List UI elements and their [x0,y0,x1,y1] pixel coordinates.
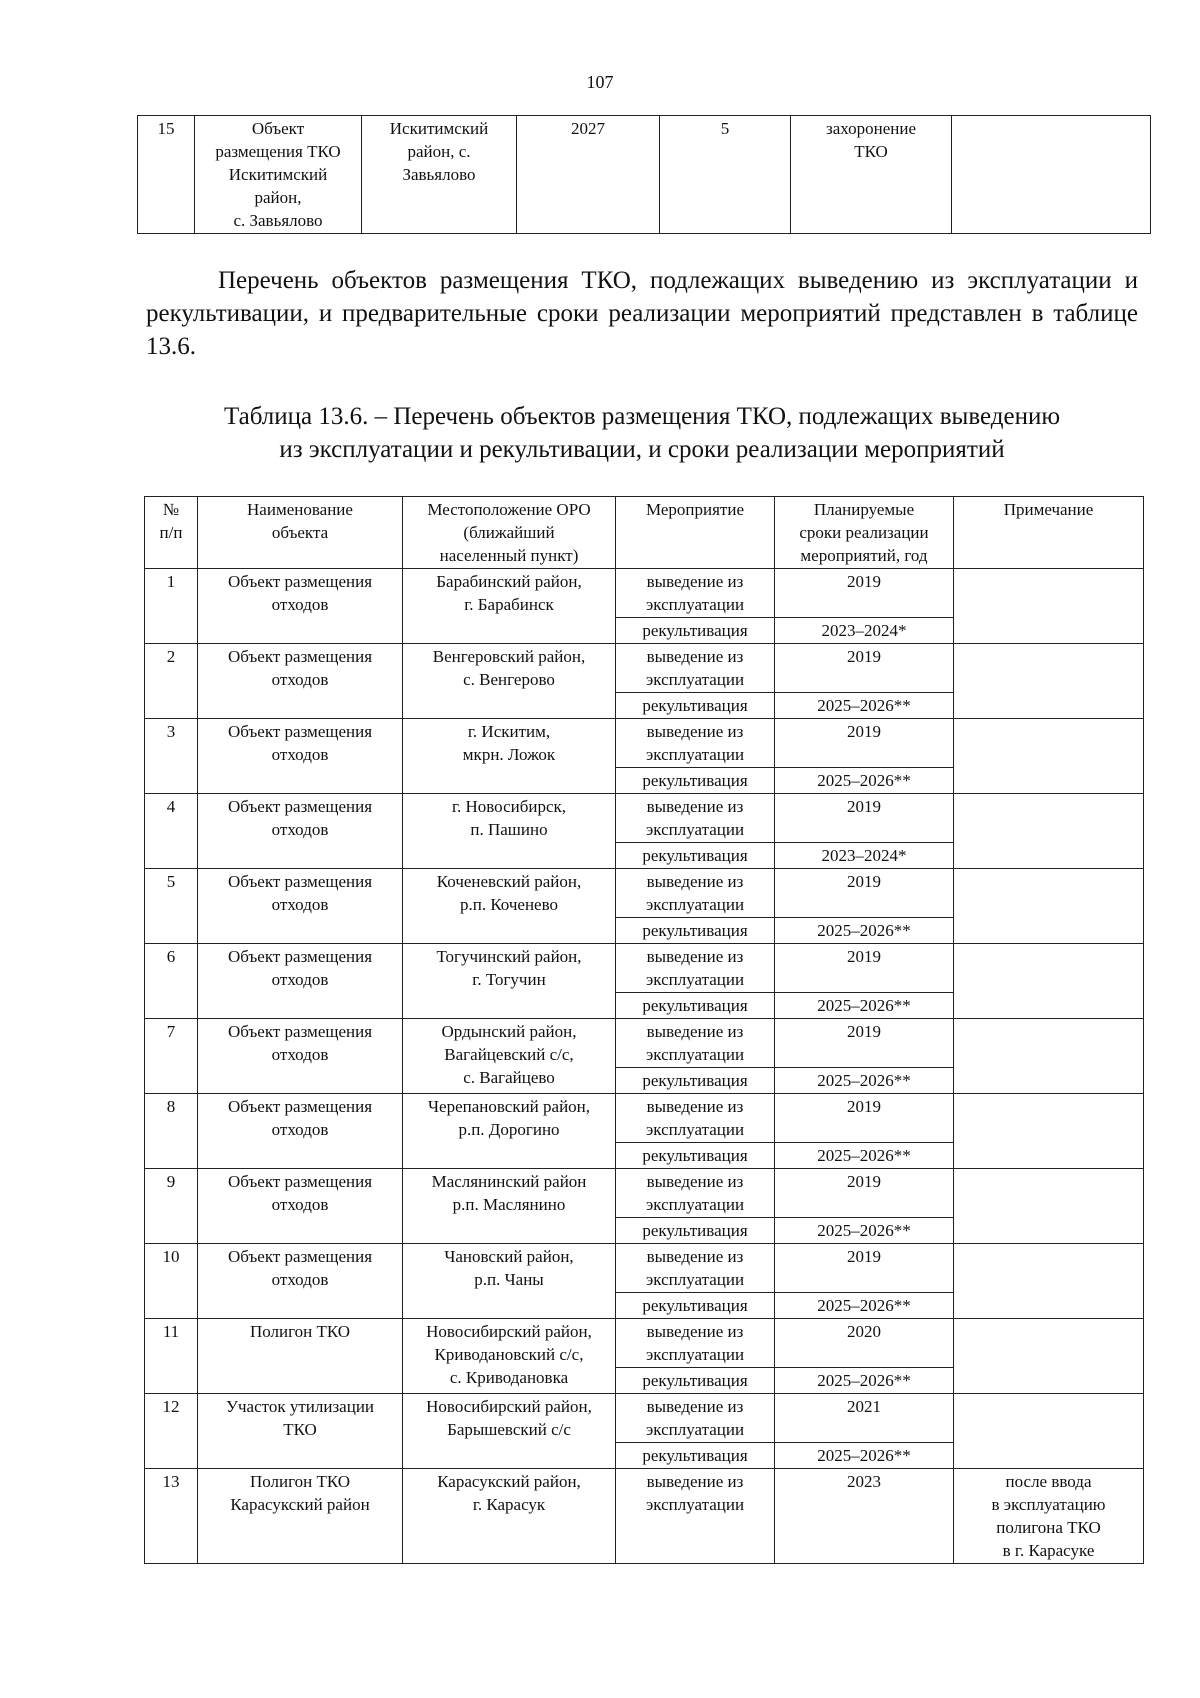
table-row [145,1319,1144,1368]
cell-line: отходов [271,895,329,914]
cell-line: г. Барабинск [464,595,554,614]
cell-term: 2019 [775,1019,954,1068]
cell-note [954,944,1144,1019]
table-row [138,116,1151,234]
cell-line: выведение из [646,722,744,741]
location-line: Завьялово [402,165,476,184]
cell-term: 2025–2026** [775,993,954,1019]
cell-name [198,1019,403,1094]
cell-event: рекультивация [616,693,775,719]
header-line: населенный пункт) [439,546,579,565]
cell-line: Новосибирский район, [426,1397,592,1416]
cell-location [403,869,616,944]
cell-term: 2025–2026** [775,1068,954,1094]
cell-term: 2020 [775,1319,954,1368]
cell-line: Ордынский район, [441,1022,577,1041]
name-line: размещения ТКО [215,142,341,161]
cell-line: Барабинский район, [436,572,582,591]
cell-year: 2027 [517,116,660,234]
header-note: Примечание [954,497,1144,569]
cell-line: в эксплуатацию [991,1495,1106,1514]
cell-term: 2025–2026** [775,1293,954,1319]
cell-num: 11 [145,1319,198,1394]
cell-line: выведение из [646,1172,744,1191]
cell-name [198,794,403,869]
cell-num: 12 [145,1394,198,1469]
cell-location [403,1319,616,1394]
table-row [145,1394,1144,1443]
cell-note [954,644,1144,719]
table-row [145,944,1144,993]
cell-line: г. Карасук [472,1495,546,1514]
cell-term: 2019 [775,1169,954,1218]
cell-event: рекультивация [616,918,775,944]
cell-term: 2025–2026** [775,1368,954,1394]
cell-line: п. Пашино [470,820,548,839]
cell-line: Венгеровский район, [432,647,586,666]
table-row [145,1469,1144,1564]
cell-line: Коченевский район, [436,872,582,891]
cell-location [403,1094,616,1169]
cell-term: 2025–2026** [775,693,954,719]
cell-line: отходов [271,1195,329,1214]
cell-note [954,719,1144,794]
table-row [145,1244,1144,1293]
cell-line: Чановский район, [444,1247,574,1266]
cell-num: 3 [145,719,198,794]
cell-event [616,644,775,693]
cell-term: 2021 [775,1394,954,1443]
cell-line: эксплуатации [645,820,745,839]
cell-note [954,569,1144,644]
cell-line: отходов [271,820,329,839]
table-row [145,1169,1144,1218]
cell-event: рекультивация [616,1068,775,1094]
cell-location [403,719,616,794]
cell-line: выведение из [646,647,744,666]
cell-term: 2019 [775,869,954,918]
cell-line: отходов [271,745,329,764]
cell-line: эксплуатации [645,745,745,764]
cell-name [198,1394,403,1469]
cell-name [198,869,403,944]
cell-name [195,116,362,234]
cell-line: Объект размещения [227,872,373,891]
cell-note [954,1169,1144,1244]
cell-event [616,719,775,768]
cell-name [198,1244,403,1319]
cell-line: эксплуатации [645,1120,745,1139]
cell-note [954,1244,1144,1319]
cell-line: в г. Карасуке [1002,1541,1095,1560]
cell-line: Объект размещения [227,647,373,666]
continuation-table [137,115,1151,234]
cell-num: 5 [145,869,198,944]
cell-line: г. Новосибирск, [451,797,567,816]
cell-term: 2023–2024* [775,618,954,644]
header-line: Планируемые [813,500,915,519]
table-row [145,644,1144,693]
cell-line: г. Тогучин [472,970,546,989]
cell-line: р.п. Маслянино [452,1195,566,1214]
cell-line: отходов [271,1120,329,1139]
header-row [145,497,1144,569]
cell-term: 2019 [775,794,954,843]
cell-line: выведение из [646,872,744,891]
cell-line: эксплуатации [645,970,745,989]
header-line: п/п [159,523,183,542]
cell-num: 1 [145,569,198,644]
cell-event [616,1019,775,1068]
cell-line: Черепановский район, [427,1097,591,1116]
table-row [145,719,1144,768]
cell-num: 7 [145,1019,198,1094]
cell-note [954,1319,1144,1394]
cell-note [954,794,1144,869]
header-line: объекта [271,523,329,542]
cell-term: 2025–2026** [775,1143,954,1169]
cell-term: 2019 [775,719,954,768]
cell-line: выведение из [646,1322,744,1341]
cell-num: 9 [145,1169,198,1244]
cell-line: Объект размещения [227,722,373,741]
cell-term: 2019 [775,644,954,693]
cell-event [616,1169,775,1218]
cell-location [403,569,616,644]
cell-line: Новосибирский район, [426,1322,592,1341]
cell-line: эксплуатации [645,1195,745,1214]
location-line: район, с. [407,142,471,161]
cell-location [362,116,517,234]
table-caption [146,400,1138,466]
cell-event [616,569,775,618]
header-event: Мероприятие [616,497,775,569]
purpose-line: захоронение [826,119,916,138]
cell-term: 2025–2026** [775,1218,954,1244]
cell-name [198,944,403,1019]
cell-line: г. Искитим, [467,722,551,741]
cell-line: выведение из [646,797,744,816]
cell-location [403,1019,616,1094]
cell-line: эксплуатации [645,1420,745,1439]
cell-location [403,1169,616,1244]
table-row [145,1094,1144,1143]
cell-purpose [791,116,952,234]
cell-term: 2023–2024* [775,843,954,869]
cell-line: отходов [271,970,329,989]
cell-line: после ввода [1005,1472,1092,1491]
cell-line: с. Венгерово [463,670,555,689]
caption-line: из эксплуатации и рекультивации, и сроки реализации мероприятий [279,436,1005,463]
cell-event [616,1244,775,1293]
cell-term: 2025–2026** [775,1443,954,1469]
cell-line: эксплуатации [645,595,745,614]
cell-line: выведение из [646,1472,744,1491]
cell-line: Объект размещения [227,1172,373,1191]
cell-event: рекультивация [616,843,775,869]
cell-line: Участок утилизации [225,1397,375,1416]
cell-line: Объект размещения [227,797,373,816]
header-line: № [162,500,180,519]
header-line: (ближайший [463,523,555,542]
cell-location [403,1394,616,1469]
cell-num: 4 [145,794,198,869]
cell-event: рекультивация [616,993,775,1019]
cell-num: 15 [138,116,195,234]
cell-line: отходов [271,670,329,689]
table-row [145,569,1144,618]
cell-term: 2025–2026** [775,918,954,944]
purpose-line: ТКО [854,142,888,161]
table-row [145,869,1144,918]
cell-line: Карасукский район, [437,1472,581,1491]
cell-location [403,1244,616,1319]
cell-num: 10 [145,1244,198,1319]
cell-event: рекультивация [616,1143,775,1169]
name-line: с. Завьялово [233,211,323,230]
cell-note [954,1019,1144,1094]
header-location [403,497,616,569]
cell-num: 13 [145,1469,198,1564]
cell-num: 2 [145,644,198,719]
cell-line: эксплуатации [645,1345,745,1364]
cell-line: отходов [271,1045,329,1064]
cell-event: рекультивация [616,1443,775,1469]
name-line: Объект [251,119,305,138]
cell-line: отходов [271,1270,329,1289]
cell-line: эксплуатации [645,1045,745,1064]
cell-line: ТКО [283,1420,317,1439]
cell-event [616,1319,775,1368]
cell-line: Барышевский с/с [447,1420,571,1439]
cell-line: Объект размещения [227,572,373,591]
cell-line: выведение из [646,947,744,966]
cell-line: Объект размещения [227,947,373,966]
header-line: Местоположение ОРО [427,500,591,519]
cell-line: Объект размещения [227,1097,373,1116]
cell-line: эксплуатации [645,670,745,689]
header-line: мероприятий, год [800,546,928,565]
cell-event [616,1094,775,1143]
cell-line: эксплуатации [645,895,745,914]
intro-paragraph: Перечень объектов размещения ТКО, подлежащих выведению из эксплуатации и рекультивации, и предварительные сроки реализации мероприятий представлен в таблице 13.6. [146,267,1138,360]
cell-line: эксплуатации [645,1495,745,1514]
cell-location [403,944,616,1019]
cell-note [952,116,1151,234]
cell-line: Полигон ТКО [249,1322,351,1341]
page-number: 107 [586,72,614,92]
cell-event [616,944,775,993]
cell-line: Криводановский с/с, [434,1345,584,1364]
cell-line: выведение из [646,1022,744,1041]
cell-line: Маслянинский район [431,1172,587,1191]
cell-name [198,1469,403,1564]
cell-name [198,1094,403,1169]
cell-line: Объект размещения [227,1022,373,1041]
cell-line: Полигон ТКО [249,1472,351,1491]
cell-location [403,644,616,719]
cell-name [198,644,403,719]
cell-event: рекультивация [616,618,775,644]
cell-note [954,869,1144,944]
cell-note [954,1394,1144,1469]
cell-name [198,569,403,644]
cell-note [954,1469,1144,1564]
cell-event [616,794,775,843]
cell-line: р.п. Дорогино [458,1120,560,1139]
cell-line: с. Вагайцево [463,1068,555,1087]
cell-line: р.п. Коченево [459,895,559,914]
cell-event: рекультивация [616,768,775,794]
cell-note [954,1094,1144,1169]
cell-line: Тогучинский район, [436,947,582,966]
cell-term: 2019 [775,1244,954,1293]
cell-event: рекультивация [616,1218,775,1244]
cell-event: рекультивация [616,1293,775,1319]
header-term [775,497,954,569]
location-line: Искитимский [389,119,489,138]
cell-num: 8 [145,1094,198,1169]
table-row [145,1019,1144,1068]
cell-line: с. Криводановка [449,1368,569,1387]
table-row [145,794,1144,843]
cell-line: мкрн. Ложок [462,745,556,764]
cell-line: Вагайцевский с/с, [444,1045,574,1064]
header-line: сроки реализации [799,523,929,542]
header-num [145,497,198,569]
cell-event [616,1394,775,1443]
caption-line: Таблица 13.6. – Перечень объектов размещения ТКО, подлежащих выведению [223,403,1061,430]
cell-location [403,1469,616,1564]
cell-line: Объект размещения [227,1247,373,1266]
cell-term: 2019 [775,944,954,993]
cell-name [198,1169,403,1244]
cell-line: выведение из [646,1397,744,1416]
cell-event: рекультивация [616,1368,775,1394]
cell-event [616,1469,775,1564]
name-line: район, [254,188,302,207]
cell-line: эксплуатации [645,1270,745,1289]
cell-line: выведение из [646,572,744,591]
name-line: Искитимский [228,165,328,184]
cell-line: р.п. Чаны [474,1270,544,1289]
cell-line: отходов [271,595,329,614]
cell-term: 2019 [775,569,954,618]
header-name [198,497,403,569]
cell-line: полигона ТКО [996,1518,1101,1537]
cell-name [198,1319,403,1394]
cell-location [403,794,616,869]
cell-term: 2025–2026** [775,768,954,794]
cell-line: выведение из [646,1247,744,1266]
objects-table [144,496,1144,1564]
cell-line: выведение из [646,1097,744,1116]
cell-value: 5 [660,116,791,234]
cell-term: 2019 [775,1094,954,1143]
cell-event [616,869,775,918]
cell-name [198,719,403,794]
cell-num: 6 [145,944,198,1019]
header-line: Наименование [247,500,353,519]
cell-line: Карасукский район [230,1495,370,1514]
cell-term: 2023 [775,1469,954,1564]
